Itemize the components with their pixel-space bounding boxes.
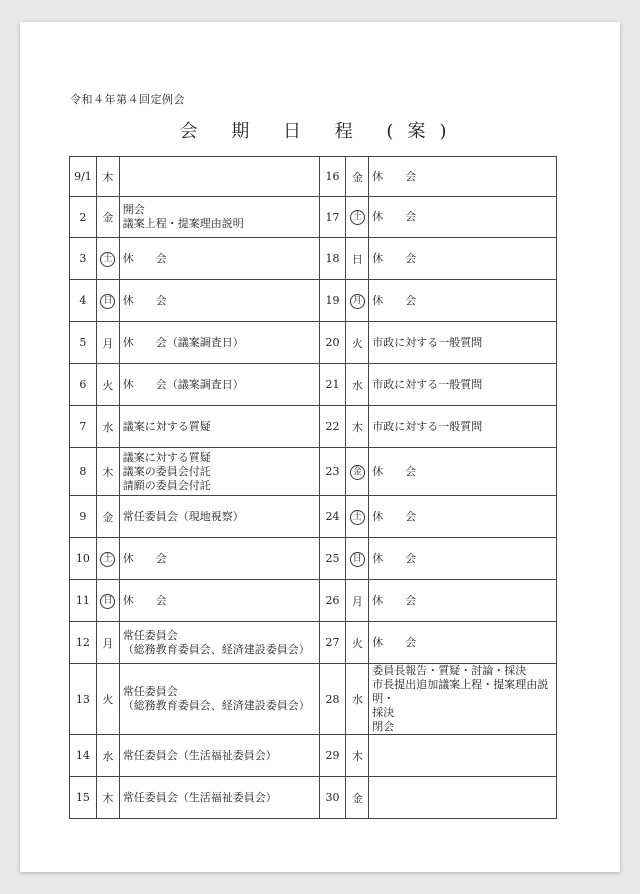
circled-weekday: 土: [100, 552, 115, 567]
day-number-cell: 8: [70, 448, 97, 496]
day-number-cell: 24: [319, 496, 346, 538]
weekday-cell: 水: [346, 664, 369, 735]
weekday-cell: 金: [96, 197, 119, 238]
weekday-cell: 日: [346, 238, 369, 280]
table-row: [70, 238, 557, 280]
event-cell: [369, 777, 557, 819]
day-number-cell: 13: [70, 664, 97, 735]
weekday-cell: 月: [96, 622, 119, 664]
circled-weekday: 土: [350, 210, 365, 225]
day-number-cell: 2: [70, 197, 97, 238]
table-row: [70, 280, 557, 322]
day-number-cell: 20: [319, 322, 346, 364]
day-number-cell: 16: [319, 157, 346, 197]
circled-weekday: 土: [100, 252, 115, 267]
event-cell: [369, 735, 557, 777]
event-cell: 市政に対する一般質問: [369, 364, 557, 406]
session-header: 令和４年第４回定例会: [70, 93, 185, 106]
table-row: [70, 448, 557, 496]
day-number-cell: 10: [70, 538, 97, 580]
table-row: [70, 735, 557, 777]
day-number-cell: 17: [319, 197, 346, 238]
day-number-cell: 22: [319, 406, 346, 448]
weekday-cell: [346, 280, 369, 322]
circled-weekday: 日: [100, 594, 115, 609]
day-number-cell: 11: [70, 580, 97, 622]
event-cell: [119, 157, 319, 197]
event-cell: 市政に対する一般質問: [369, 406, 557, 448]
circled-weekday: 日: [350, 552, 365, 567]
weekday-cell: [346, 197, 369, 238]
day-number-cell: 4: [70, 280, 97, 322]
event-cell: 議案に対する質疑 議案の委員会付託 請願の委員会付託: [119, 448, 319, 496]
table-row: [70, 364, 557, 406]
weekday-cell: [96, 280, 119, 322]
weekday-cell: 月: [346, 580, 369, 622]
weekday-cell: 水: [346, 364, 369, 406]
weekday-cell: [346, 496, 369, 538]
weekday-cell: 火: [96, 364, 119, 406]
weekday-cell: [346, 538, 369, 580]
event-cell: 休 会: [369, 280, 557, 322]
event-cell: 休 会: [369, 580, 557, 622]
event-cell: 常任委員会（生活福祉委員会）: [119, 735, 319, 777]
day-number-cell: 19: [319, 280, 346, 322]
table-row: [70, 496, 557, 538]
event-cell: 休 会: [369, 496, 557, 538]
weekday-cell: [346, 448, 369, 496]
weekday-cell: 金: [346, 777, 369, 819]
table-row: [70, 406, 557, 448]
event-cell: 休 会: [369, 448, 557, 496]
event-cell: 休 会: [119, 580, 319, 622]
circled-weekday: 日: [100, 294, 115, 309]
table-row: [70, 538, 557, 580]
weekday-cell: 金: [346, 157, 369, 197]
circled-weekday: 月: [350, 294, 365, 309]
day-number-cell: 14: [70, 735, 97, 777]
weekday-cell: 木: [346, 406, 369, 448]
weekday-cell: 木: [96, 777, 119, 819]
table-row: [70, 622, 557, 664]
weekday-cell: 月: [96, 322, 119, 364]
day-number-cell: 23: [319, 448, 346, 496]
table-row: [70, 777, 557, 819]
event-cell: 休 会: [369, 622, 557, 664]
event-cell: 常任委員会 （総務教育委員会、経済建設委員会）: [119, 664, 319, 735]
weekday-cell: 水: [96, 735, 119, 777]
weekday-cell: [96, 538, 119, 580]
weekday-cell: 火: [346, 322, 369, 364]
table-row: [70, 322, 557, 364]
day-number-cell: 25: [319, 538, 346, 580]
event-cell: 休 会: [119, 280, 319, 322]
schedule-table: [69, 156, 557, 819]
event-cell: 休 会: [369, 197, 557, 238]
weekday-cell: 水: [96, 406, 119, 448]
day-number-cell: 12: [70, 622, 97, 664]
event-cell: 休 会: [369, 157, 557, 197]
weekday-cell: 木: [96, 448, 119, 496]
day-number-cell: 9/1: [70, 157, 97, 197]
day-number-cell: 29: [319, 735, 346, 777]
weekday-cell: 火: [346, 622, 369, 664]
event-cell: 休 会（議案調査日）: [119, 364, 319, 406]
day-number-cell: 18: [319, 238, 346, 280]
event-cell: 休 会（議案調査日）: [119, 322, 319, 364]
weekday-cell: 火: [96, 664, 119, 735]
day-number-cell: 6: [70, 364, 97, 406]
table-row: [70, 664, 557, 735]
event-cell: 休 会: [119, 538, 319, 580]
event-cell: 市政に対する一般質問: [369, 322, 557, 364]
weekday-cell: [96, 238, 119, 280]
weekday-cell: 木: [346, 735, 369, 777]
day-number-cell: 27: [319, 622, 346, 664]
weekday-cell: [96, 580, 119, 622]
event-cell: 議案に対する質疑: [119, 406, 319, 448]
event-cell: 休 会: [369, 538, 557, 580]
day-number-cell: 21: [319, 364, 346, 406]
table-row: [70, 580, 557, 622]
event-cell: 休 会: [119, 238, 319, 280]
circled-weekday: 土: [350, 510, 365, 525]
day-number-cell: 26: [319, 580, 346, 622]
table-row: [70, 157, 557, 197]
weekday-cell: 金: [96, 496, 119, 538]
page-title: 会 期 日 程 (案): [179, 121, 461, 142]
table-row: [70, 197, 557, 238]
weekday-cell: 木: [96, 157, 119, 197]
event-cell: 常任委員会（生活福祉委員会）: [119, 777, 319, 819]
day-number-cell: 3: [70, 238, 97, 280]
event-cell: 委員長報告・質疑・討論・採決 市長提出追加議案上程・提案理由説明・ 採決 閉会: [369, 664, 557, 735]
day-number-cell: 30: [319, 777, 346, 819]
day-number-cell: 7: [70, 406, 97, 448]
day-number-cell: 5: [70, 322, 97, 364]
event-cell: 休 会: [369, 238, 557, 280]
event-cell: 開会 議案上程・提案理由説明: [119, 197, 319, 238]
event-cell: 常任委員会 （総務教育委員会、経済建設委員会）: [119, 622, 319, 664]
circled-weekday: 金: [350, 465, 365, 480]
day-number-cell: 28: [319, 664, 346, 735]
day-number-cell: 9: [70, 496, 97, 538]
day-number-cell: 15: [70, 777, 97, 819]
event-cell: 常任委員会（現地視察）: [119, 496, 319, 538]
